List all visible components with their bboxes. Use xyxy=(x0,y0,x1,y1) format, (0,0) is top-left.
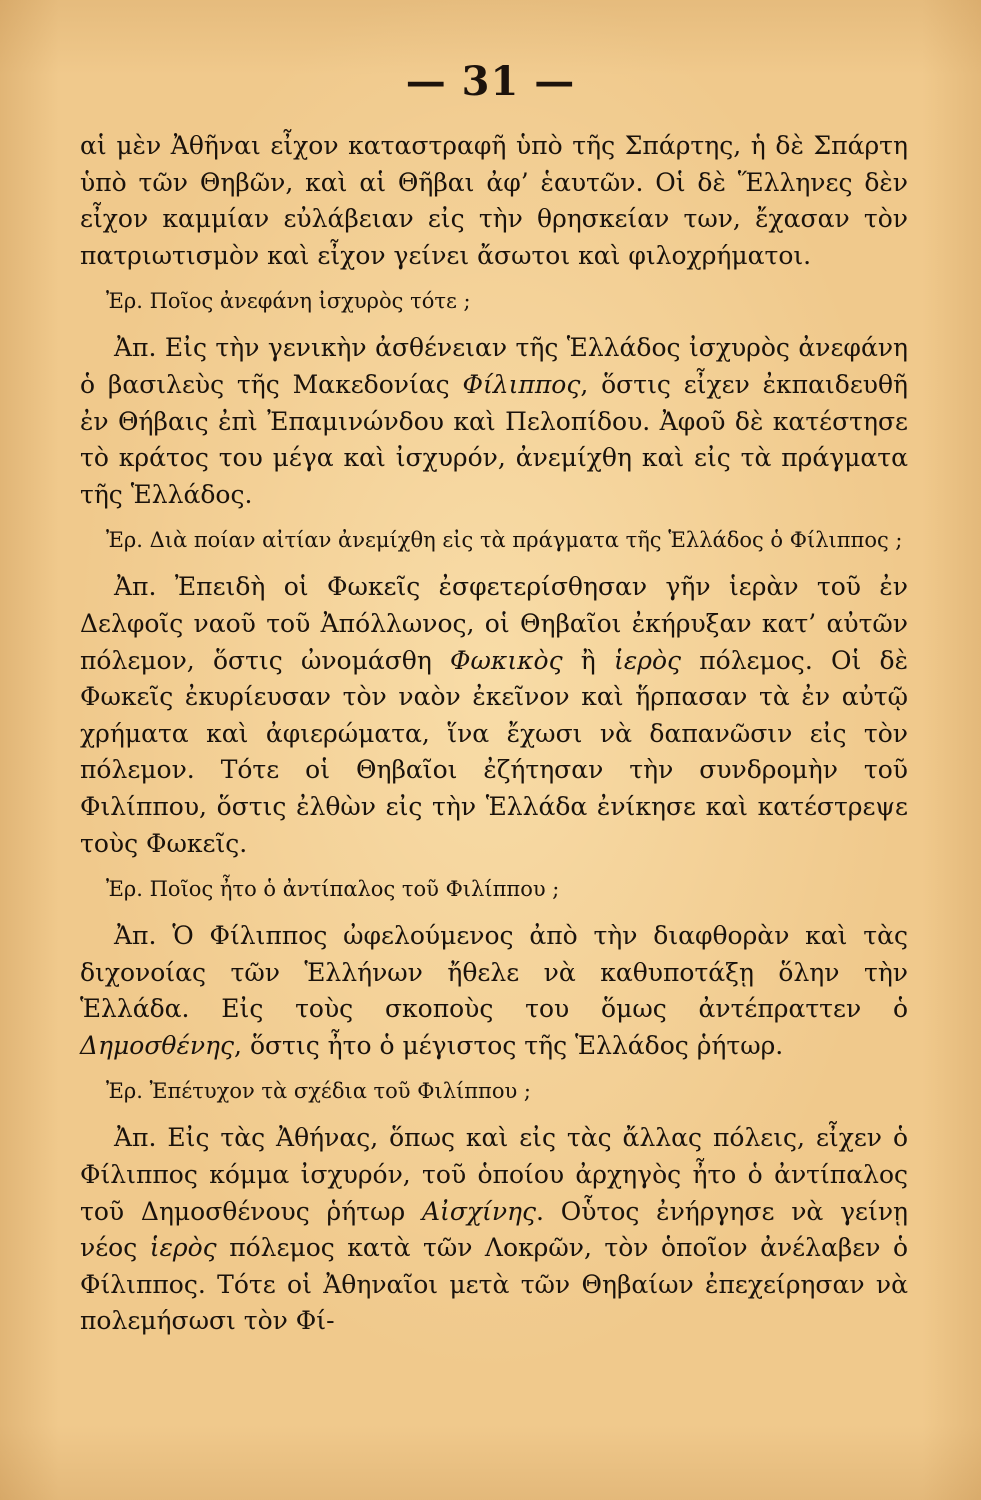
answer-label: Ἀπ. xyxy=(114,1123,157,1153)
italic-name: ἱερὸς xyxy=(149,1233,217,1263)
question-label: Ἐρ. xyxy=(106,877,143,902)
text-run: ἢ xyxy=(562,645,615,675)
text-run: , ὅστις εἶχεν ἐκπαιδευθῆ ἐν Θήβαις ἐπὶ Ἐπαμινώνδου καὶ Πελοπίδου. Ἀφοῦ δὲ κατέστησε τὸ κράτος του μέγα καὶ ἰσχυρόν, ἀνεμίχθη καὶ εἰς τὰ πράγματα τῆς Ἑλλάδος. xyxy=(80,369,909,509)
text-run: Ποῖος ἀνεφάνη ἰσχυρὸς τότε ; xyxy=(142,289,471,314)
text-run: Ποῖος ἦτο ὁ ἀντίπαλος τοῦ Φιλίππου ; xyxy=(142,877,560,902)
question-paragraph xyxy=(80,874,908,904)
question-label: Ἐρ. xyxy=(106,289,143,314)
question-paragraph xyxy=(80,1076,908,1106)
italic-name: Δημοσθένης xyxy=(80,1030,235,1060)
answer-label: Ἀπ. xyxy=(114,572,157,602)
text-run: . Οὗτος ἐνήργησε νὰ γείνῃ νέος xyxy=(80,1196,908,1263)
answer-paragraph xyxy=(80,1120,908,1340)
text-run: Ἐπειδὴ οἱ Φωκεῖς ἐσφετερίσθησαν γῆν ἱερὰν τοῦ ἐν Δελφοῖς ναοῦ τοῦ Ἀπόλλωνος, οἱ Θηβαῖοι ἐκήρυξαν κατ’ αὐτῶν πόλεμον, ὅστις ὠνομάσθη xyxy=(80,572,908,675)
answer-label: Ἀπ. xyxy=(114,921,157,951)
answer-label: Ἀπ. xyxy=(114,333,157,363)
text-run: Εἰς τὴν γενικὴν ἀσθένειαν τῆς Ἑλλάδος ἰσχυρὸς ἀνεφάνη ὁ βασιλεὺς τῆς Μακεδονίας xyxy=(80,333,908,399)
text-run: Εἰς τὰς Ἀθήνας, ὅπως καὶ εἰς τὰς ἄλλας πόλεις, εἶχεν ὁ Φίλιππος κόμμα ἰσχυρόν, τοῦ ὁποίου ἀρχηγὸς ἦτο ὁ ἀντίπαλος τοῦ Δημοσθένους ῥήτωρ xyxy=(80,1123,908,1226)
answer-paragraph xyxy=(80,330,908,513)
question-paragraph xyxy=(80,286,908,316)
question-label: Ἐρ. xyxy=(106,528,143,553)
italic-name: Αἰσχίνης xyxy=(421,1196,537,1226)
page-number: — 31 — xyxy=(405,58,576,105)
question-label: Ἐρ. xyxy=(106,1079,143,1104)
text-run: αἱ μὲν Ἀθῆναι εἶχον καταστραφῆ ὑπὸ τῆς Σπάρτης, ἡ δὲ Σπάρτη ὑπὸ τῶν Θηβῶν, καὶ αἱ Θῆβαι ἀφ’ ἑαυτῶν. Οἱ δὲ Ἕλληνες δὲν εἶχον καμμίαν εὐλάβειαν εἰς τὴν θρησκείαν των, ἔχασαν τὸν πατριωτισμὸν καὶ εἶχον γείνει ἄσωτοι καὶ φιλοχρήματοι. xyxy=(80,131,908,270)
answer-paragraph xyxy=(80,569,908,862)
text-run: πόλεμος κατὰ τῶν Λοκρῶν, τὸν ὁποῖον ἀνέλαβεν ὁ Φίλιππος. Τότε οἱ Ἀθηναῖοι μετὰ τῶν Θηβαίων ἐπεχείρησαν νὰ πολεμήσωσι τὸν Φί- xyxy=(80,1233,908,1336)
text-run: Διὰ ποίαν αἰτίαν ἀνεμίχθη εἰς τὰ πράγματα τῆς Ἑλλάδος ὁ Φίλιππος ; xyxy=(142,528,903,553)
question-paragraph xyxy=(80,525,908,555)
italic-name: Φίλιππος xyxy=(462,369,581,399)
text-run: , ὅστις ἦτο ὁ μέγιστος τῆς Ἑλλάδος ῥήτωρ. xyxy=(234,1030,784,1060)
answer-paragraph xyxy=(80,918,908,1064)
text-run: πόλεμος. Οἱ δὲ Φωκεῖς ἐκυρίευσαν τὸν ναὸν ἐκεῖνον καὶ ἥρπασαν τὰ ἐν αὐτῷ χρήματα καὶ ἀφιερώματα, ἵνα ἔχωσι νὰ δαπανῶσιν εἰς τὸν πόλεμον. Τότε οἱ Θηβαῖοι ἐζήτησαν τὴν συνδρομὴν τοῦ Φιλίππου, ὅστις ἐλθὼν εἰς τὴν Ἑλλάδα ἐνίκησε καὶ κατέστρεψε τοὺς Φωκεῖς. xyxy=(80,645,908,858)
body-text xyxy=(80,128,908,1340)
italic-name: ἱερὸς xyxy=(614,645,681,675)
italic-name: Φωκικὸς xyxy=(450,645,563,675)
answer-paragraph xyxy=(80,128,908,274)
text-run: Ἐπέτυχον τὰ σχέδια τοῦ Φιλίππου ; xyxy=(142,1079,532,1104)
text-run: Ὁ Φίλιππος ὠφελούμενος ἀπὸ τὴν διαφθορὰν καὶ τὰς διχονοίας τῶν Ἑλλήνων ἤθελε νὰ καθυποτάξῃ ὅλην τὴν Ἑλλάδα. Εἰς τοὺς σκοποὺς του ὅμως ἀντέπραττεν ὁ xyxy=(80,921,908,1024)
